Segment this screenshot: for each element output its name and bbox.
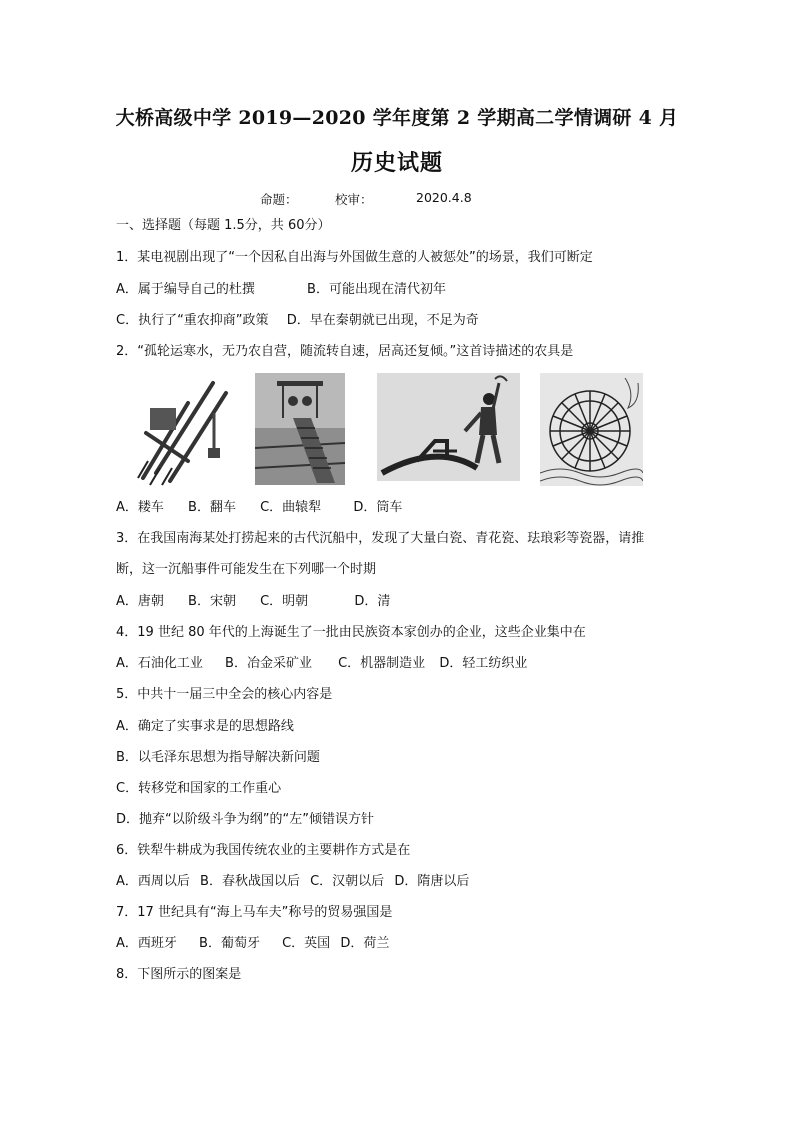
- question-4-options: [116, 655, 527, 673]
- dragon-bone-pump-illustration: [255, 373, 345, 485]
- option-a: A．唐朝: [116, 594, 164, 609]
- question-5-option-c: C．转移党和国家的工作重心: [116, 781, 282, 796]
- option-a: A．西周以后: [116, 874, 190, 889]
- meta-proposer: 命题：: [260, 192, 298, 207]
- question-5-option-d: D．抛弃“以阶级斗争为纲”的“左”倾错误方针: [116, 812, 374, 827]
- option-a: A．属于编导自己的杜撰: [116, 282, 255, 297]
- option-d: D．荷兰: [340, 936, 390, 951]
- question-7-options: [116, 935, 389, 953]
- question-3-stem-line1: 3．在我国南海某处打捞起来的古代沉船中，发现了大量白瓷、青花瓷、珐琅彩等瓷器，请推: [116, 531, 645, 546]
- question-1-options-row1: [116, 281, 446, 299]
- option-c: C．机器制造业: [338, 656, 426, 671]
- question-1-options-row2: [116, 312, 479, 330]
- question-3-options: [116, 593, 390, 611]
- question-8-stem: 8．下图所示的图案是: [116, 967, 242, 982]
- question-5-stem: 5．中共十一届三中全会的核心内容是: [116, 687, 333, 702]
- curved-plow-farmer-illustration: [377, 373, 520, 481]
- question-6-stem: 6．铁犁牛耕成为我国传统农业的主要耕作方式是在: [116, 843, 411, 858]
- option-b: B．翻车: [188, 500, 236, 515]
- plow-wheel-illustration: [128, 373, 233, 491]
- option-d: D．隋唐以后: [394, 874, 470, 889]
- option-b: B．葡萄牙: [199, 936, 260, 951]
- page-subtitle: 历史试题: [350, 150, 443, 176]
- option-c: C．执行了“重农抑商”政策: [116, 313, 269, 328]
- question-1-stem: 1．某电视剧出现了“一个因私自出海与外国做生意的人被惩处”的场景，我们可断定: [116, 250, 593, 265]
- option-d: D．轻工纺织业: [439, 656, 528, 671]
- question-3-stem-line2: 断，这一沉船事件可能发生在下列哪一个时期: [116, 562, 377, 577]
- option-d: D．早在秦朝就已出现，不足为奇: [286, 313, 479, 328]
- option-a: A．耧车: [116, 500, 164, 515]
- option-b: B．可能出现在清代初年: [307, 282, 446, 297]
- page-title: 大桥高级中学 2019—2020 学年度第 2 学期高二学情调研 4 月: [115, 107, 679, 129]
- question-6-options: [116, 873, 469, 891]
- question-4-stem: 4．19 世纪 80 年代的上海诞生了一批由民族资本家创办的企业，这些企业集中在: [116, 625, 586, 640]
- option-d: D．筒车: [353, 500, 403, 515]
- option-c: C．汉朝以后: [310, 874, 385, 889]
- question-5-option-a: A．确定了实事求是的思想路线: [116, 719, 294, 734]
- meta-reviewer: 校审：: [335, 192, 373, 207]
- water-wheel-illustration: [540, 373, 643, 486]
- option-a: A．西班牙: [116, 936, 177, 951]
- question-2-stem: 2．“孤轮运寒水，无乃农自营，随流转自速，居高还复倾。”这首诗描述的农具是: [116, 344, 574, 359]
- option-a: A．石油化工业: [116, 656, 203, 671]
- option-b: B．春秋战国以后: [200, 874, 300, 889]
- meta-date: 2020.4.8: [416, 190, 472, 205]
- question-2-options: [116, 499, 402, 517]
- section-heading: 一、选择题（每题 1.5分，共 60分）: [116, 218, 331, 233]
- option-b: B．冶金采矿业: [225, 656, 312, 671]
- question-7-stem: 7．17 世纪具有“海上马车夫”称号的贸易强国是: [116, 905, 393, 920]
- option-b: B．宋朝: [188, 594, 236, 609]
- option-c: C．英国: [282, 936, 331, 951]
- option-d: D．清: [354, 594, 391, 609]
- option-c: C．明朝: [260, 594, 309, 609]
- question-5-option-b: B．以毛泽东思想为指导解决新问题: [116, 750, 320, 765]
- option-c: C．曲辕犁: [260, 500, 322, 515]
